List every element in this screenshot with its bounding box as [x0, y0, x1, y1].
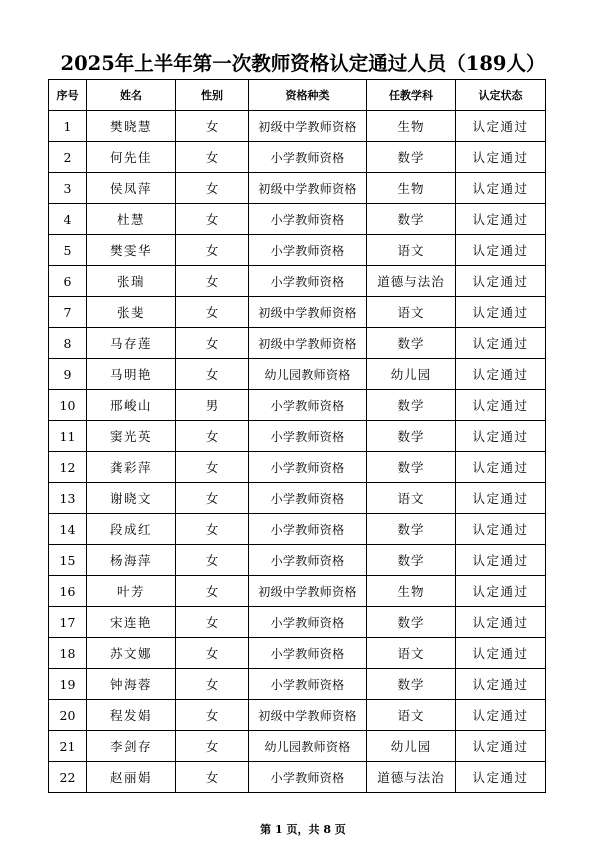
table-row	[49, 452, 546, 483]
cell-name: 杨海萍	[87, 545, 176, 576]
cell-qualification: 小学教师资格	[249, 266, 367, 297]
cell-gender: 女	[176, 421, 249, 452]
table-row	[49, 173, 546, 204]
cell-status: 认定通过	[456, 111, 546, 142]
cell-gender: 女	[176, 328, 249, 359]
cell-qualification: 小学教师资格	[249, 514, 367, 545]
cell-status: 认定通过	[456, 607, 546, 638]
cell-status: 认定通过	[456, 235, 546, 266]
cell-name: 樊雯华	[87, 235, 176, 266]
cell-subject: 数学	[367, 328, 456, 359]
cell-subject: 语文	[367, 297, 456, 328]
cell-subject: 语文	[367, 700, 456, 731]
cell-name: 马明艳	[87, 359, 176, 390]
cell-subject: 幼儿园	[367, 731, 456, 762]
cell-qualification: 初级中学教师资格	[249, 328, 367, 359]
cell-serial: 13	[49, 483, 87, 514]
header-subject: 任教学科	[367, 80, 456, 111]
cell-name: 张斐	[87, 297, 176, 328]
cell-subject: 语文	[367, 235, 456, 266]
cell-status: 认定通过	[456, 421, 546, 452]
cell-gender: 女	[176, 359, 249, 390]
cell-gender: 女	[176, 700, 249, 731]
table-row	[49, 328, 546, 359]
cell-serial: 4	[49, 204, 87, 235]
table-row	[49, 359, 546, 390]
table-row	[49, 669, 546, 700]
cell-qualification: 小学教师资格	[249, 390, 367, 421]
table-row	[49, 514, 546, 545]
cell-serial: 15	[49, 545, 87, 576]
cell-status: 认定通过	[456, 576, 546, 607]
cell-serial: 7	[49, 297, 87, 328]
cell-gender: 女	[176, 483, 249, 514]
cell-subject: 生物	[367, 576, 456, 607]
table-row	[49, 421, 546, 452]
cell-qualification: 小学教师资格	[249, 452, 367, 483]
table-row	[49, 731, 546, 762]
cell-gender: 女	[176, 514, 249, 545]
cell-status: 认定通过	[456, 483, 546, 514]
cell-subject: 道德与法治	[367, 762, 456, 793]
cell-gender: 女	[176, 204, 249, 235]
cell-serial: 2	[49, 142, 87, 173]
cell-qualification: 小学教师资格	[249, 607, 367, 638]
table-row	[49, 390, 546, 421]
cell-gender: 女	[176, 638, 249, 669]
cell-gender: 女	[176, 731, 249, 762]
cell-name: 苏文娜	[87, 638, 176, 669]
cell-qualification: 初级中学教师资格	[249, 111, 367, 142]
cell-gender: 女	[176, 669, 249, 700]
cell-name: 谢晓文	[87, 483, 176, 514]
cell-status: 认定通过	[456, 638, 546, 669]
cell-serial: 9	[49, 359, 87, 390]
cell-gender: 女	[176, 576, 249, 607]
cell-serial: 11	[49, 421, 87, 452]
cell-subject: 语文	[367, 638, 456, 669]
table-row	[49, 638, 546, 669]
table-row	[49, 142, 546, 173]
cell-subject: 数学	[367, 421, 456, 452]
cell-serial: 12	[49, 452, 87, 483]
cell-serial: 5	[49, 235, 87, 266]
results-table	[48, 79, 546, 793]
cell-qualification: 小学教师资格	[249, 669, 367, 700]
cell-status: 认定通过	[456, 700, 546, 731]
page-footer: 第 1 页，共 8 页	[260, 823, 346, 836]
cell-serial: 1	[49, 111, 87, 142]
cell-qualification: 小学教师资格	[249, 545, 367, 576]
cell-qualification: 初级中学教师资格	[249, 700, 367, 731]
cell-status: 认定通过	[456, 545, 546, 576]
cell-subject: 数学	[367, 452, 456, 483]
header-gender: 性别	[176, 80, 249, 111]
cell-status: 认定通过	[456, 297, 546, 328]
header-status: 认定状态	[456, 80, 546, 111]
cell-serial: 18	[49, 638, 87, 669]
cell-name: 叶芳	[87, 576, 176, 607]
cell-status: 认定通过	[456, 390, 546, 421]
cell-name: 张瑞	[87, 266, 176, 297]
cell-subject: 生物	[367, 111, 456, 142]
table-body	[49, 111, 546, 793]
cell-subject: 生物	[367, 173, 456, 204]
cell-qualification: 初级中学教师资格	[249, 297, 367, 328]
cell-qualification: 小学教师资格	[249, 483, 367, 514]
cell-gender: 女	[176, 111, 249, 142]
cell-qualification: 小学教师资格	[249, 638, 367, 669]
cell-status: 认定通过	[456, 731, 546, 762]
header-qualification: 资格种类	[249, 80, 367, 111]
cell-serial: 16	[49, 576, 87, 607]
page-title: 2025年上半年第一次教师资格认定通过人员（189人）	[60, 52, 546, 75]
cell-serial: 3	[49, 173, 87, 204]
cell-status: 认定通过	[456, 669, 546, 700]
cell-qualification: 幼儿园教师资格	[249, 359, 367, 390]
cell-qualification: 小学教师资格	[249, 142, 367, 173]
cell-name: 赵丽娟	[87, 762, 176, 793]
cell-status: 认定通过	[456, 266, 546, 297]
table-row	[49, 700, 546, 731]
table-row	[49, 607, 546, 638]
cell-name: 窦光英	[87, 421, 176, 452]
cell-qualification: 小学教师资格	[249, 235, 367, 266]
cell-name: 侯凤萍	[87, 173, 176, 204]
cell-serial: 8	[49, 328, 87, 359]
cell-status: 认定通过	[456, 204, 546, 235]
cell-status: 认定通过	[456, 328, 546, 359]
cell-name: 龚彩萍	[87, 452, 176, 483]
cell-subject: 道德与法治	[367, 266, 456, 297]
header-name: 姓名	[87, 80, 176, 111]
cell-qualification: 幼儿园教师资格	[249, 731, 367, 762]
cell-serial: 21	[49, 731, 87, 762]
cell-serial: 14	[49, 514, 87, 545]
cell-name: 李剑存	[87, 731, 176, 762]
cell-gender: 男	[176, 390, 249, 421]
cell-gender: 女	[176, 545, 249, 576]
cell-qualification: 小学教师资格	[249, 421, 367, 452]
cell-name: 樊晓慧	[87, 111, 176, 142]
cell-serial: 22	[49, 762, 87, 793]
cell-gender: 女	[176, 762, 249, 793]
cell-serial: 20	[49, 700, 87, 731]
cell-gender: 女	[176, 142, 249, 173]
cell-subject: 数学	[367, 204, 456, 235]
cell-subject: 数学	[367, 142, 456, 173]
cell-qualification: 初级中学教师资格	[249, 576, 367, 607]
cell-subject: 数学	[367, 545, 456, 576]
cell-name: 宋连艳	[87, 607, 176, 638]
cell-serial: 6	[49, 266, 87, 297]
cell-status: 认定通过	[456, 452, 546, 483]
cell-name: 马存莲	[87, 328, 176, 359]
cell-qualification: 初级中学教师资格	[249, 173, 367, 204]
table-row	[49, 762, 546, 793]
cell-subject: 数学	[367, 514, 456, 545]
cell-name: 段成红	[87, 514, 176, 545]
cell-qualification: 小学教师资格	[249, 204, 367, 235]
cell-status: 认定通过	[456, 142, 546, 173]
table-row	[49, 266, 546, 297]
cell-gender: 女	[176, 173, 249, 204]
cell-qualification: 小学教师资格	[249, 762, 367, 793]
cell-gender: 女	[176, 235, 249, 266]
cell-gender: 女	[176, 266, 249, 297]
cell-name: 邢峻山	[87, 390, 176, 421]
cell-serial: 19	[49, 669, 87, 700]
cell-gender: 女	[176, 297, 249, 328]
cell-name: 钟海蓉	[87, 669, 176, 700]
cell-gender: 女	[176, 452, 249, 483]
cell-name: 程发娟	[87, 700, 176, 731]
cell-status: 认定通过	[456, 762, 546, 793]
table-row	[49, 576, 546, 607]
table-header	[49, 80, 546, 111]
header-serial: 序号	[49, 80, 87, 111]
table-row	[49, 483, 546, 514]
cell-subject: 幼儿园	[367, 359, 456, 390]
cell-name: 杜慧	[87, 204, 176, 235]
cell-status: 认定通过	[456, 514, 546, 545]
table-row	[49, 545, 546, 576]
cell-status: 认定通过	[456, 359, 546, 390]
table-row	[49, 204, 546, 235]
cell-gender: 女	[176, 607, 249, 638]
cell-name: 何先佳	[87, 142, 176, 173]
table-row	[49, 235, 546, 266]
cell-serial: 17	[49, 607, 87, 638]
cell-subject: 语文	[367, 483, 456, 514]
cell-subject: 数学	[367, 669, 456, 700]
cell-serial: 10	[49, 390, 87, 421]
header-row	[49, 80, 546, 111]
cell-subject: 数学	[367, 390, 456, 421]
cell-subject: 数学	[367, 607, 456, 638]
cell-status: 认定通过	[456, 173, 546, 204]
table-row	[49, 297, 546, 328]
table-row	[49, 111, 546, 142]
